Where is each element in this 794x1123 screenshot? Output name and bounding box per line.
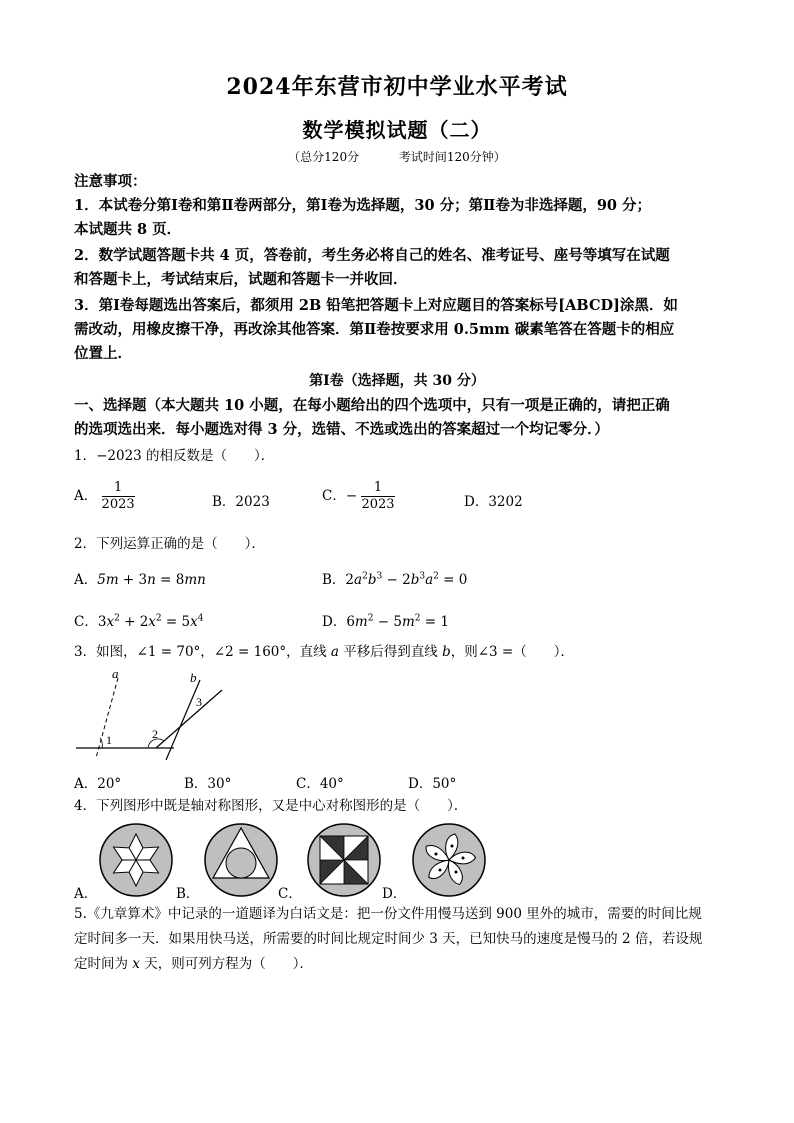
fig-label-b: b <box>190 670 197 685</box>
exam-time: 考试时间120分钟） <box>398 150 506 164</box>
q2-stem: 2．下列运算正确的是（ ）． <box>74 536 265 552</box>
q3-option-a: A．20° <box>74 776 122 792</box>
q3-stem: 3．如图，∠1 = 70°，∠2 = 160°，直线 a 平移后得到直线 b，则∠3 =（ ）． <box>74 644 574 660</box>
fig-label-1: 1 <box>106 733 112 747</box>
q2-option-c: C．$3x^2 + 2x^2 = 5x^4$ <box>74 613 204 630</box>
note-1-line2: 本试题共 8 页． <box>74 221 182 238</box>
q4-figure-d-flower-icon <box>411 822 487 898</box>
line-b <box>166 680 200 760</box>
section-intro-line1: 一、选择题（本大题共 10 小题，在每小题给出的四个选项中，只有一项是正确的，请把正确 <box>74 397 670 414</box>
note-2-line1: 2．数学试题答题卡共 4 页，答卷前，考生务必将自己的姓名、准考证号、座号等填写在试题 <box>74 247 670 264</box>
fig-label-2: 2 <box>152 727 158 741</box>
q3-option-b: B．30° <box>184 776 232 792</box>
q4-stem: 4．下列图形中既是轴对称图形，又是中心对称图形的是（ ）． <box>74 798 468 814</box>
q1-option-d: D．3202 <box>464 494 523 510</box>
angle-1-arc <box>100 738 102 748</box>
note-3-line1: 3．第Ⅰ卷每题选出答案后，都须用 2B 铅笔把答题卡上对应题目的答案标号[ABCD]涂黑．如 <box>74 297 678 314</box>
q5-line3: 定时间为 x 天，则可列方程为（ ）． <box>74 956 313 972</box>
exam-meta <box>0 148 794 165</box>
q4-figure-c-pinwheel-icon <box>306 822 382 898</box>
q1-option-b: B．2023 <box>212 494 270 510</box>
q1-a-fraction: $\frac{1}{2023}$ <box>101 480 135 512</box>
exam-subtitle: 数学模拟试题（二） <box>302 118 492 142</box>
q1-c-fraction: $\frac{1}{2023}$ <box>361 480 395 512</box>
section-title: 第Ⅰ卷（选择题，共 30 分） <box>309 373 485 389</box>
q1-option-c: C．− $\frac{1}{2023}$ <box>322 480 395 512</box>
q3-option-c: C．40° <box>296 776 344 792</box>
note-3-line2: 需改动，用橡皮擦干净，再改涂其他答案．第Ⅱ卷按要求用 0.5mm 碳素笔答在答题卡的相应 <box>74 321 675 338</box>
q1-stem: 1．−2023 的相反数是（ ）． <box>74 448 275 464</box>
q4-option-c: C． <box>278 886 302 902</box>
q3-figure <box>70 668 240 760</box>
q4-figure-b-triangle-icon <box>203 822 279 898</box>
exam-title: 2024年东营市初中学业水平考试 <box>226 74 568 100</box>
note-3-line3: 位置上． <box>74 345 132 362</box>
note-1-line1: 1．本试卷分第Ⅰ卷和第Ⅱ卷两部分，第Ⅰ卷为选择题，30 分；第Ⅱ卷为非选择题，90 分； <box>74 197 652 214</box>
q4-option-d: D． <box>382 886 407 902</box>
q5-line2: 定时间多一天．如果用快马送，所需要的时间比规定时间少 3 天，已知快马的速度是慢马的 2 倍，若设规 <box>74 931 703 947</box>
q4-option-a: A． <box>74 886 98 902</box>
q3-option-d: D．50° <box>408 776 457 792</box>
fig-label-3: 3 <box>196 695 202 709</box>
bent-segment <box>156 690 222 748</box>
fig-label-a: a <box>112 668 119 681</box>
q4-figure-a-star-icon <box>98 822 174 898</box>
q1-option-a: A． $\frac{1}{2023}$ <box>74 480 135 512</box>
q2-option-b: B．$2a^2b^3 - 2b^3a^2 = 0$ <box>322 571 468 588</box>
notes-heading: 注意事项： <box>74 173 147 190</box>
section-intro-line2: 的选项选出来．每小题选对得 3 分，选错、不选或选出的答案超过一个均记零分．） <box>74 421 609 438</box>
q5-line1: 5.《九章算术》中记录的一道题译为白话文是：把一份文件用慢马送到 900 里外的城市，需要的时间比规 <box>74 906 702 922</box>
total-score: （总分120分 <box>288 150 360 164</box>
q2-option-d: D．$6m^2 - 5m^2 = 1$ <box>322 613 449 630</box>
q2-option-a: A．5m + 3n = 8mn <box>74 572 206 588</box>
note-2-line2: 和答题卡上，考试结束后，试题和答题卡一并收回． <box>74 271 408 288</box>
q4-option-b: B． <box>176 886 200 902</box>
